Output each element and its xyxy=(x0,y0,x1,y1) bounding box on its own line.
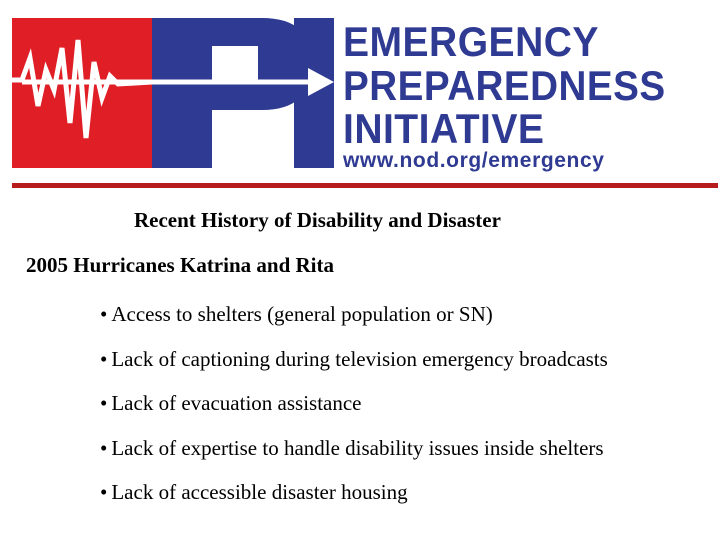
bullet-item xyxy=(100,470,608,515)
slide-subtitle: 2005 Hurricanes Katrina and Rita xyxy=(26,253,334,277)
bullet-icon: • xyxy=(100,435,108,460)
bullet-icon: • xyxy=(100,480,108,504)
bullet-icon: • xyxy=(100,302,108,326)
bullet-text: Lack of accessible disaster housing xyxy=(111,480,408,504)
bullet-text: Lack of expertise to handle disability issues inside shelters xyxy=(111,435,604,460)
bullet-item xyxy=(100,337,608,382)
org-name-line-1: EMERGENCY xyxy=(343,18,599,65)
org-name-line-2: PREPAREDNESS xyxy=(343,62,666,109)
org-url: www.nod.org/emergency xyxy=(343,149,605,172)
bullet-item xyxy=(100,426,608,471)
header-banner xyxy=(0,0,720,200)
bullet-item xyxy=(100,292,608,337)
bullet-text: Lack of evacuation assistance xyxy=(111,391,362,415)
header-divider xyxy=(12,183,718,188)
emergency-preparedness-logo-icon xyxy=(12,18,334,168)
slide-title: Recent History of Disability and Disaster xyxy=(134,208,501,232)
bullet-item xyxy=(100,381,608,426)
org-name-line-3: INITIATIVE xyxy=(343,105,545,152)
bullet-text: Access to shelters (general population or SN) xyxy=(111,302,493,326)
bullet-icon: • xyxy=(100,391,108,415)
bullet-text: Lack of captioning during television emergency broadcasts xyxy=(111,346,608,371)
bullet-list xyxy=(100,292,608,515)
bullet-icon: • xyxy=(100,346,108,371)
